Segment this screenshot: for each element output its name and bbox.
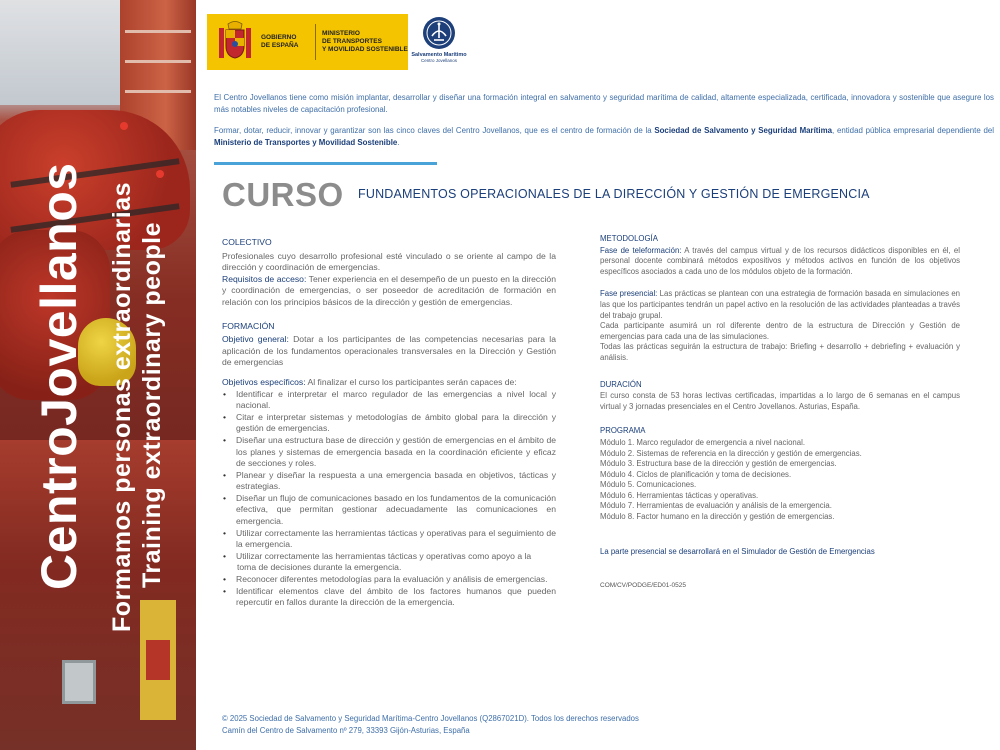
duracion-text: El curso consta de 53 horas lectivas certificadas, impartidas a lo largo de 6 semanas en el campus virtual y 3 jornadas presenciales en el Centro Jovellanos. Asturias, España. <box>600 391 960 411</box>
objetivo-general <box>222 334 556 369</box>
requisitos-text: Tener experiencia en el desempeño de un puesto en la dirección y coordinación de emergencias, o ser poseedor de acreditación de formación en relación con los principios básicos de la dirección y gestión de emergencias. <box>222 273 556 307</box>
copyright-footer: © 2025 Sociedad de Salvamento y Seguridad Marítima-Centro Jovellanos (Q2867021D). Todos los derechos reservados <box>222 714 639 723</box>
salvamento-badge-icon <box>422 16 456 50</box>
mission-paragraph: El Centro Jovellanos tiene como misión implantar, desarrollar y diseñar una formación integral en salvamento y seguridad marítima de calidad, altamente especializada, certificada, innovadora y sostenible que asegure los más notables niveles de capacitación profesional. <box>214 93 994 114</box>
government-label: GOBIERNO DE ESPAÑA <box>261 34 299 49</box>
keys-text-end: . <box>397 138 400 147</box>
module-item: Módulo 1. Marco regulador de emergencia a nivel nacional. <box>600 437 806 447</box>
brand-wordmark: CentroJovellanos <box>31 162 87 590</box>
simulator-note: La parte presencial se desarrollará en el Simulador de Gestión de Emergencias <box>600 546 875 556</box>
address-footer: Camín del Centro de Salvamento nº 279, 33393 Gijón-Asturias, España <box>222 726 470 735</box>
tagline-spanish: Formamos personas extraordinarias <box>108 182 136 632</box>
presencial-paragraph <box>600 289 960 321</box>
list-item: • Utilizar correctamente las herramientas tácticas y operativas como apoyo a la <box>222 551 556 563</box>
keys-text-middle: , entidad pública empresarial dependiente del <box>832 126 994 135</box>
teleformacion-label: Fase de teleformación: <box>600 245 682 255</box>
hero-photo <box>0 0 196 750</box>
presencial-label: Fase presencial: <box>600 289 658 299</box>
module-item: Módulo 3. Estructura base de la dirección y gestión de emergencias. <box>600 459 837 469</box>
module-item: Módulo 6. Herramientas tácticas y operativas. <box>600 490 759 500</box>
colectivo-text: Profesionales cuyo desarrollo profesional esté vinculado o se oriente al campo de la dirección y coordinación de emergencias. <box>222 250 556 273</box>
objectives-list <box>222 389 556 563</box>
keys-paragraph <box>214 125 994 149</box>
objetivos-especificos <box>222 377 556 389</box>
government-logo <box>207 14 408 70</box>
list-item: • Utilizar correctamente las herramientas tácticas y operativas para el seguimiento de la emergencia. <box>222 528 556 551</box>
salvamento-name: Salvamento Marítimo <box>411 52 467 58</box>
module-item: Módulo 7. Herramientas de evaluación y análisis de la emergencia. <box>600 501 832 511</box>
colectivo-heading: COLECTIVO <box>222 237 272 247</box>
requisitos-label: Requisitos de acceso: <box>222 273 307 284</box>
course-title: FUNDAMENTOS OPERACIONALES DE LA DIRECCIÓN Y GESTIÓN DE EMERGENCIA <box>358 187 870 201</box>
list-item-continuation: toma de decisiones durante la emergencia. <box>237 562 402 573</box>
programa-heading: PROGRAMA <box>600 426 646 436</box>
teleformacion-text: A través del campus virtual y de los recursos didácticos disponibles en él, el personal docente combinará métodos expositivos y métodos activos en función de los objetivos específicos asociados a cada uno de los módulos objeto de la formación. <box>600 245 961 276</box>
list-item: • Planear y diseñar la respuesta a una emergencia basada en objetivos, tácticas y estrategias. <box>222 470 556 493</box>
list-item: • Identificar e interpretar el marco regulador de las emergencias a nivel local y nacional. <box>222 389 556 412</box>
keys-text: Formar, dotar, reducir, innovar y garantizar son las cinco claves del Centro Jovellanos, que es el centro de formación de la <box>214 126 655 135</box>
tagline-dot <box>156 170 164 178</box>
presencial-text: Las prácticas se plantean con una estrategia de formación basada en simulaciones en las que los participantes tendrán un papel activo en la resolución de las actividades planteadas a través del trabajo grupal. <box>600 289 960 320</box>
teleformacion-paragraph <box>600 246 960 278</box>
salvamento-subtitle: Centro Jovellanos <box>420 58 458 63</box>
right-column <box>600 234 960 592</box>
formacion-heading: FORMACIÓN <box>222 320 275 331</box>
left-column <box>222 237 556 609</box>
objetivos-especificos-label: Objetivos específicos: <box>222 376 306 387</box>
logo-divider <box>315 24 316 60</box>
salvamento-maritimo-logo <box>410 16 468 70</box>
tagline-english: Training extraordinary people <box>138 222 166 588</box>
section-divider <box>214 162 437 165</box>
ministry-link: Ministerio de Transportes y Movilidad Sostenible <box>214 138 398 147</box>
list-item: • Identificar elementos clave del ámbito de los factores humanos que pueden repercutir en fallos durante la dirección de la emergencia. <box>222 586 556 609</box>
objetivo-general-text: Dotar a los participantes de las competencias necesarias para la aplicación de los fundamentos operacionales transversales en la Dirección y Gestión de emergencias <box>222 334 556 368</box>
objectives-list-cont <box>222 574 556 609</box>
module-item: Módulo 2. Sistemas de referencia en la dirección y gestión de emergencias. <box>600 448 862 458</box>
duracion-heading: DURACIÓN <box>600 379 642 389</box>
objetivo-general-label: Objetivo general: <box>222 334 289 345</box>
ministry-label: MINISTERIO DE TRANSPORTES Y MOVILIDAD SOSTENIBLE <box>322 30 408 53</box>
presencial-structure: Todas las prácticas seguirán la estructura de trabajo: Briefing + desarrollo + debriefing + evaluación y análisis. <box>600 342 960 362</box>
presencial-roles: Cada participante asumirá un rol diferente dentro de la estructura de Dirección y Gestión de emergencias para cada una de las simulaciones. <box>600 321 960 341</box>
module-item: Módulo 8. Factor humano en la dirección y gestión de emergencias. <box>600 512 835 522</box>
module-item: Módulo 5. Comunicaciones. <box>600 480 697 490</box>
metodologia-heading: METODOLOGÍA <box>600 234 658 243</box>
coat-of-arms-icon <box>215 20 255 64</box>
requisitos-paragraph <box>222 274 556 309</box>
module-item: Módulo 4. Ciclos de planificación y toma de decisiones. <box>600 469 792 479</box>
course-code: COM/CV/PODGE/ED01-0525 <box>600 582 686 590</box>
list-item: • Diseñar una estructura base de dirección y gestión de emergencias en el ámbito de los planes y sistemas de emergencia basada en la coordinación eficiente y eficaz de secciones y roles. <box>222 435 556 470</box>
objetivos-especificos-text: Al finalizar el curso los participantes serán capaces de: <box>305 376 517 387</box>
tagline-dot <box>120 122 128 130</box>
sasemar-link: Sociedad de Salvamento y Seguridad Marítima <box>654 126 833 135</box>
list-item: • Diseñar un flujo de comunicaciones basado en los fundamentos de la comunicación efectiva, que permitan gestionar adecuadamente las comunicaciones en emergencia. <box>222 493 556 528</box>
list-item: • Citar e interpretar sistemas y metodologías de ámbito global para la dirección y gestión de emergencias. <box>222 412 556 435</box>
list-item: • Reconocer diferentes metodologías para la evaluación y análisis de emergencias. <box>222 574 556 586</box>
course-label: CURSO <box>222 176 344 213</box>
